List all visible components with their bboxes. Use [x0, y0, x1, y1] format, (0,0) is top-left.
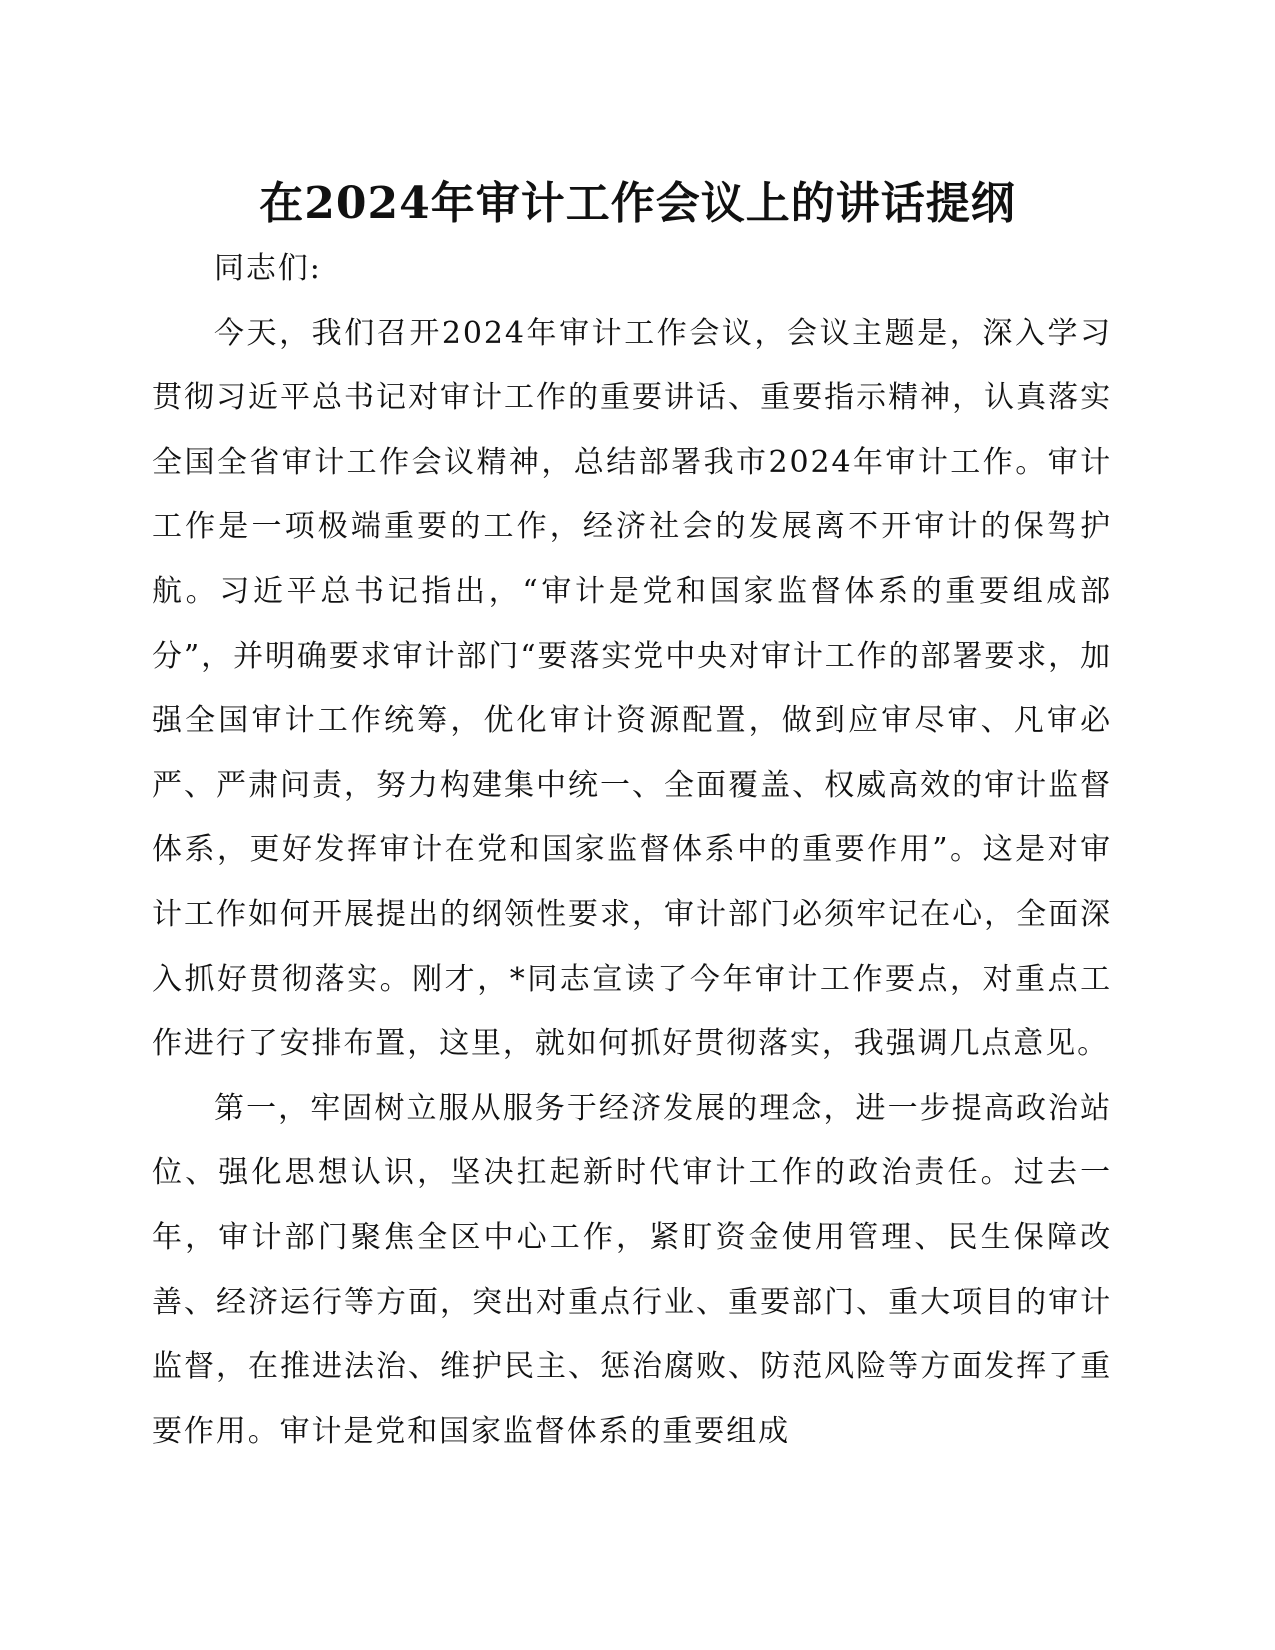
paragraph-first-point: 第一，牢固树立服从服务于经济发展的理念，进一步提高政治站位、强化思想认识，坚决扛起新时代审计工作的政治责任。过去一年，审计部门聚焦全区中心工作，紧盯资金使用管理、民生保障改善、经济运行等方面，突出对重点行业、重要部门、重大项目的审计监督，在推进法治、维护民主、惩治腐败、防范风险等方面发挥了重要作用。审计是党和国家监督体系的重要组成 — [152, 1090, 1112, 1449]
salutation: 同志们: — [214, 251, 322, 286]
document-title: 在2024年审计工作会议上的讲话提纲 — [259, 178, 1016, 229]
document-body — [152, 237, 1112, 1464]
paragraph-intro: 今天，我们召开2024年审计工作会议，会议主题是，深入学习贯彻习近平总书记对审计工作的重要讲话、重要指示精神，认真落实全国全省审计工作会议精神，总结部署我市2024年审计工作。审计工作是一项极端重要的工作，经济社会的发展离不开审计的保驾护航。习近平总书记指出，“审计是党和国家监督体系的重要组成部分”，并明确要求审计部门“要落实党中央对审计工作的部署要求，加强全国审计工作统筹，优化审计资源配置，做到应审尽审、凡审必严、严肃问责，努力构建集中统一、全面覆盖、权威高效的审计监督体系，更好发挥审计在党和国家监督体系中的重要作用”。这是对审计工作如何开展提出的纲领性要求，审计部门必须牢记在心，全面深入抓好贯彻落实。刚才，*同志宣读了今年审计工作要点，对重点工作进行了安排布置，这里，就如何抓好贯彻落实，我强调几点意见。 — [152, 315, 1112, 1062]
